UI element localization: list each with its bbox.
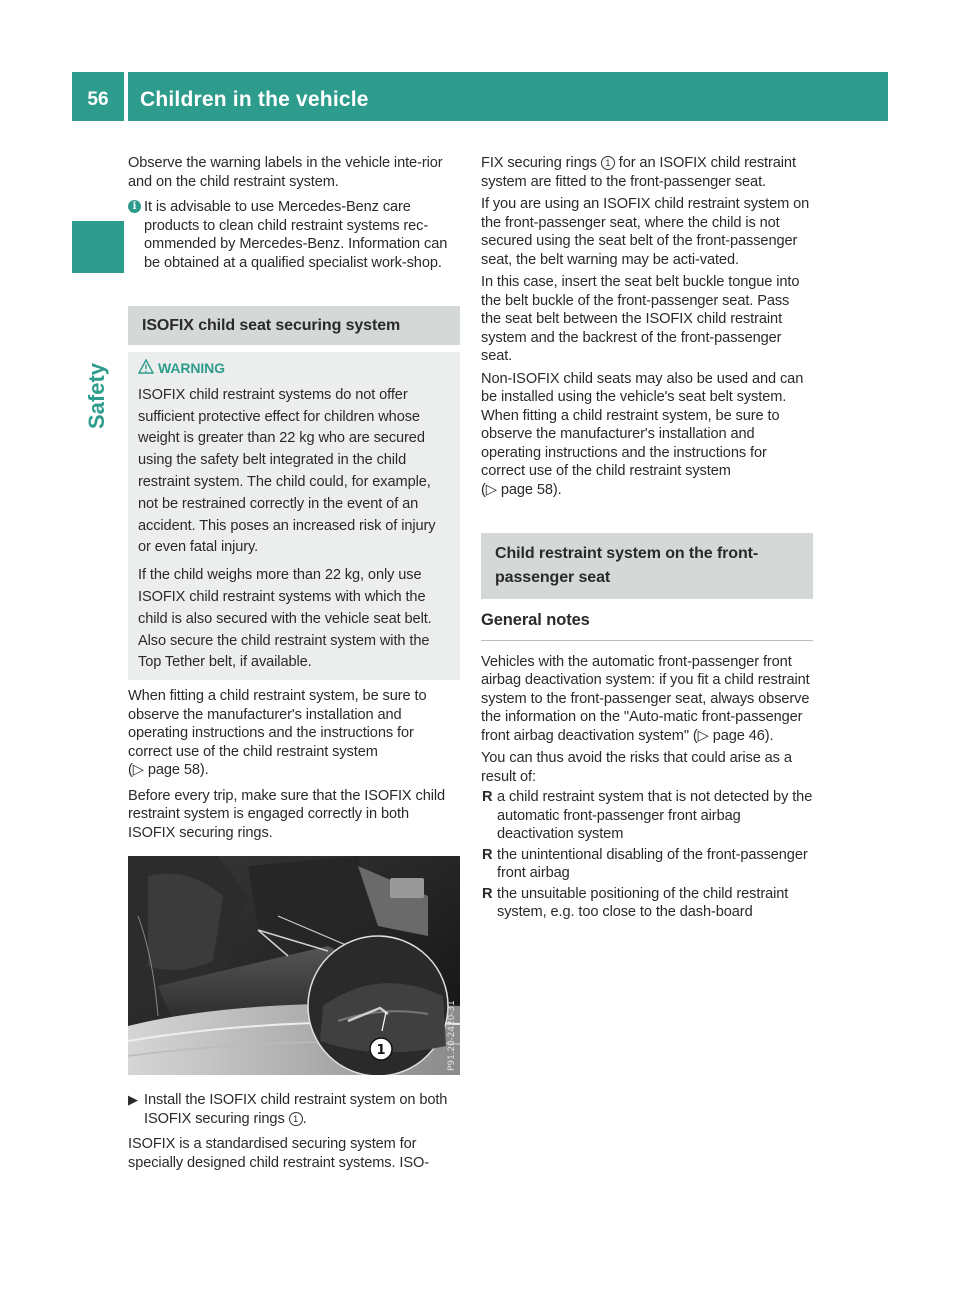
fitting-paragraph: When fitting a child restraint system, be sure to observe the manufacturer's installation and operating instructions and the instructions for correct use of the child restraint system (▷ page 58).	[128, 688, 427, 779]
bullet-icon: R	[482, 885, 493, 902]
buckle-paragraph: In this case, insert the seat belt buckle tongue into the belt buckle of the front-passenger seat. Pass the seat belt between the ISOFIX child restraint system and the backrest of the front-passenger seat.	[481, 274, 800, 364]
rings-paragraph: FIX securing rings 1 for an ISOFIX child restraint system are fitted to the front-passenger seat.	[481, 155, 796, 190]
warning-label: WARNING	[158, 360, 225, 376]
bullet-icon: R	[482, 789, 493, 805]
arrow-ref-icon: ▷	[485, 481, 497, 498]
bullet-icon: R	[482, 846, 493, 863]
warning-text-1: ISOFIX child restraint systems do not offer sufficient protective effect for children whose weight is greater than 22 kg who are secured using the safety belt integrated in the child restraint system. The child could, for example, not be restrained correctly in the event of an accident. This poses an increased risk of injury or even fatal injury.	[138, 386, 436, 556]
info-text: It is advisable to use Mercedes-Benz care products to clean child restraint systems rec-ommended by Mercedes-Benz. Information can be obtained at a qualified specialist work-shop.	[144, 199, 448, 271]
belt-warning-paragraph: If you are using an ISOFIX child restraint system on the front-passenger seat, where the child is not secured using the seat belt of the front-passenger seat, the belt warning may be acti-vated.	[481, 196, 810, 268]
callout-1-icon: 1	[601, 156, 615, 170]
list-item: R the unsuitable positioning of the child restraint system, e.g. too close to the dash-board	[482, 885, 789, 920]
list-item: R a child restraint system that is not detected by the automatic front-passenger front airbag deactivation system	[482, 789, 813, 842]
install-step-text: Install the ISOFIX child restraint system on both ISOFIX securing rings	[144, 1092, 448, 1127]
arrow-ref-icon: ▷	[697, 727, 709, 744]
section-heading-isofix: ISOFIX child seat securing system	[128, 306, 460, 345]
left-column	[128, 154, 460, 1172]
photo-callout-label: 1	[376, 1043, 386, 1059]
info-icon: i	[128, 200, 141, 213]
step-arrow-icon: ▶	[128, 1092, 138, 1108]
chapter-title: Children in the vehicle	[140, 88, 369, 111]
warning-header	[138, 358, 452, 380]
subheading-general-notes: General notes	[481, 611, 813, 641]
arrow-ref-icon: ▷	[132, 762, 144, 779]
page-ref-link[interactable]: page 58).	[147, 762, 209, 779]
install-step: ▶ Install the ISOFIX child restraint system on both ISOFIX securing rings 1 .	[128, 1092, 448, 1127]
right-column	[481, 154, 813, 922]
intro-paragraph: Observe the warning labels in the vehicle inte-rior and on the child restraint system.	[128, 155, 443, 190]
section-label: Safety	[84, 362, 109, 429]
airbag-paragraph: Vehicles with the automatic front-passenger front airbag deactivation system: if you fit a child restraint system to the front-passenger seat, always observe the information on the "Auto-matic front-passenger front airbag deactivation system" (▷ page 46).	[481, 653, 810, 744]
page-ref-link[interactable]: page 46).	[712, 727, 774, 744]
section-marker	[72, 221, 124, 273]
section-heading-front-passenger: Child restraint system on the front-passenger seat	[481, 533, 813, 599]
non-isofix-paragraph: Non-ISOFIX child seats may also be used and can be installed using the vehicle's seat belt system. When fitting a child restraint system, be sure to observe the manufacturer's installation and operating instructions and the instructions for correct use of the child restraint system (▷ page 58).	[481, 370, 804, 498]
page-ref-link[interactable]: page 58).	[500, 481, 562, 498]
isofix-definition: ISOFIX is a standardised securing system for specially designed child restraint systems. ISO-	[128, 1136, 429, 1171]
warning-text-2: If the child weighs more than 22 kg, only use ISOFIX child restraint systems with which the child is also secured with the vehicle seat belt. Also secure the child restraint system with the Top Tether belt, if available.	[138, 567, 432, 671]
warning-box	[128, 352, 460, 680]
isofix-seat-photo	[128, 856, 460, 1075]
seat-illustration	[128, 856, 460, 1075]
page-number: 56	[87, 89, 109, 110]
photo-code: P91.20-2420-31	[447, 1000, 457, 1072]
risks-paragraph: You can thus avoid the risks that could arise as a result of:	[481, 750, 792, 785]
list-item: R the unintentional disabling of the front-passenger front airbag	[482, 846, 808, 881]
callout-1-icon: 1	[289, 1112, 303, 1126]
section-tab	[76, 350, 124, 430]
warning-triangle-icon	[138, 359, 154, 374]
before-trip-paragraph: Before every trip, make sure that the ISOFIX child restraint system is engaged correctly in both ISOFIX securing rings.	[128, 787, 446, 841]
info-note	[128, 198, 460, 272]
